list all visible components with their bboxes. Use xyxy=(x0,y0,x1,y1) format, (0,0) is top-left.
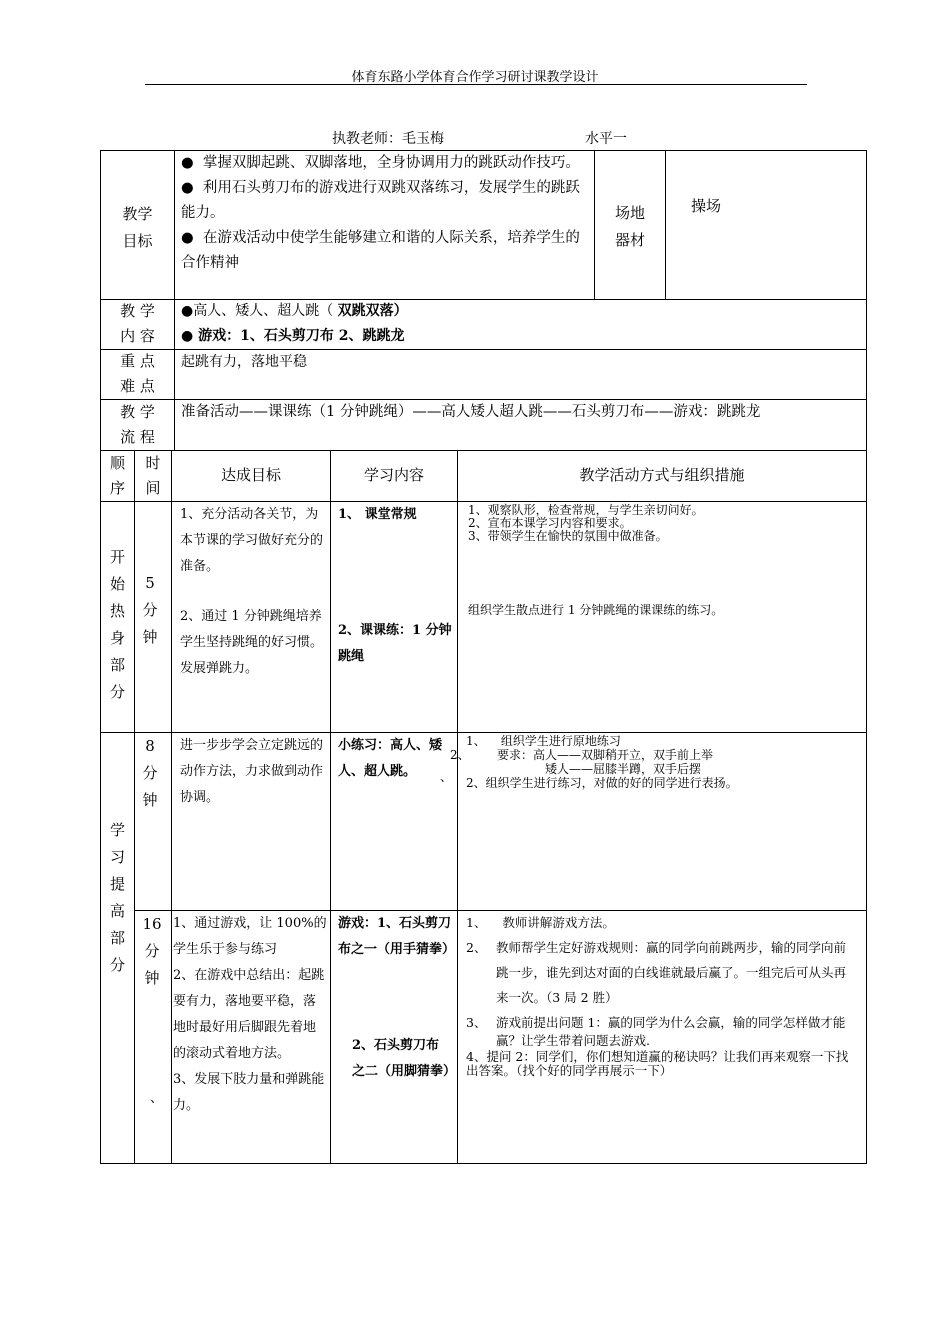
improve-row2-time: 16 分 钟 xyxy=(142,915,162,987)
teacher-name: 执教老师：毛玉梅 xyxy=(332,131,444,147)
improve-row2-goals: 1、通过游戏，让 100%的学生乐于参与练习 2、在游戏中总结出：起跳要有力，落地要平稳，落地时最好用后脚跟先着地的滚动式着地方法。 3、发展下肢力量和弹跳能力。 xyxy=(173,916,327,1113)
warmup-content: 1、 课堂常规 2、课课练：1 分钟跳绳 xyxy=(338,507,452,664)
improve-row2-content: 游戏：1、石头剪刀布之一（用手猜拳） 2、石头剪刀布之二（用脚猜拳） xyxy=(338,916,457,1079)
method-item: 3、 游戏前提出问题 1：赢的同学为什么会赢，输的同学怎样做才能赢？让学生带着问题去游戏. xyxy=(466,1015,846,1048)
venue-value: 操场 xyxy=(691,197,722,215)
objective-item: ● 掌握双脚起跳、双脚落地，全身协调用力的跳跃动作技巧。 xyxy=(181,155,580,171)
improve-row1-method2b: 矮人——屈膝半蹲，双手后摆 xyxy=(545,762,702,776)
objectives-label: 教学 目标 xyxy=(122,205,153,250)
warmup-time: 5 分 钟 xyxy=(142,574,158,646)
column-order: 顺 序 xyxy=(109,454,125,497)
stray-mark-row2: 、 xyxy=(150,1091,164,1106)
warmup-phase: 开 始 热 身 部 分 xyxy=(109,548,125,701)
improve-phase: 学 习 提 高 部 分 xyxy=(109,821,125,974)
flow-label: 教 学 流 程 xyxy=(120,403,155,446)
improve-row1-methods: 1、 组织学生进行原地练习 xyxy=(466,734,621,748)
column-method: 教学活动方式与组织措施 xyxy=(579,466,745,484)
method-item: 1、 教师讲解游戏方法。 xyxy=(466,915,615,930)
content-value: ●高人、矮人、超人跳（ 双跳双落） ● 游戏：1、石头剪刀布 2、跳跳龙 xyxy=(181,303,408,344)
keypoints-label: 重 点 难 点 xyxy=(120,352,155,395)
flow-value: 准备活动——课课练（1 分钟跳绳）——高人矮人超人跳——石头剪刀布——游戏：跳跳龙 xyxy=(181,404,761,420)
method-item: 2、 教师帮学生定好游戏规则：赢的同学向前跳两步，输的同学向前跳一步，谁先到达对面的白线谁就最后赢了。一组完后可从头再来一次。（3 局 2 胜） xyxy=(466,940,847,1005)
method-item: 4、提问 2：同学们，你们想知道赢的秘诀吗？让我们再来观察一下找出答案。（找个好的同学再展示一下） xyxy=(466,1049,849,1078)
level-label: 水平一 xyxy=(585,131,627,147)
keypoints-value: 起跳有力，落地平稳 xyxy=(181,354,307,370)
improve-row1-content: 小练习：高人、矮人、超人跳。 xyxy=(338,738,443,779)
objective-item: ● 在游戏活动中使学生能够建立和谐的人际关系，培养学生的合作精神 xyxy=(181,230,580,271)
column-goal: 达成目标 xyxy=(220,466,281,484)
improve-row2-methods xyxy=(466,910,858,1078)
column-study: 学习内容 xyxy=(363,466,424,484)
warmup-methods: 1、观察队形，检查常规，与学生亲切问好。 2、宣布本课学习内容和要求。 3、带领学生在愉快的氛围中做准备。 组织学生散点进行 1 分钟跳绳的课课练的练习。 xyxy=(468,503,724,617)
content-label: 教 学 内 容 xyxy=(120,302,155,345)
improve-row1-method2: 要求：高人——双脚稍开立，双手前上举 xyxy=(497,748,714,762)
venue-label: 场地 器材 xyxy=(614,204,645,249)
improve-row1-time: 8 分 钟 xyxy=(142,737,158,809)
column-time: 时 间 xyxy=(145,454,161,497)
header-divider xyxy=(145,84,807,85)
document-title: 体育东路小学体育合作学习研讨课教学设计 xyxy=(351,70,599,85)
improve-row1-method3: 2、组织学生进行练习，对做的好的同学进行表扬。 xyxy=(466,776,738,790)
improve-row1-method2-num: 2、 xyxy=(450,748,470,762)
objectives-list xyxy=(181,151,591,276)
objective-item: ● 利用石头剪刀布的游戏进行双跳双落练习，发展学生的跳跃能力。 xyxy=(181,180,580,221)
warmup-goals: 1、充分活动各关节，为本节课的学习做好充分的准备。 2、通过 1 分钟跳绳培养学生坚持跳绳的好习惯。发展弹跳力。 xyxy=(180,507,324,676)
stray-mark: 、 xyxy=(440,770,453,784)
improve-row1-goal: 进一步步学会立定跳远的动作方法，力求做到动作协调。 xyxy=(180,738,324,805)
